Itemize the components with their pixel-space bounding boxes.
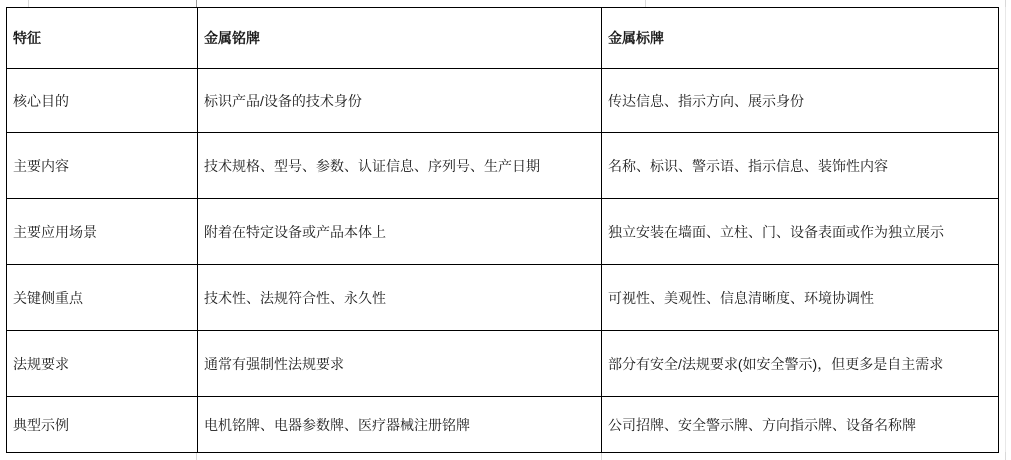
table-cell[interactable]: 电机铭牌、电器参数牌、医疗器械注册铭牌 — [198, 397, 602, 453]
table-cell[interactable]: 附着在特定设备或产品本体上 — [198, 199, 602, 265]
table-row — [7, 199, 999, 265]
sheet-gridline-tick — [601, 452, 602, 460]
sheet-gridline-tick — [1005, 452, 1006, 460]
comparison-table — [6, 7, 999, 453]
table-cell[interactable]: 传达信息、指示方向、展示身份 — [602, 69, 999, 133]
sheet-gridline-tick — [1005, 0, 1006, 7]
table-cell[interactable]: 技术性、法规符合性、永久性 — [198, 265, 602, 331]
sheet-gridline-tick — [196, 452, 197, 460]
row-label-cell[interactable]: 主要应用场景 — [7, 199, 198, 265]
table-row — [7, 69, 999, 133]
table-cell[interactable]: 技术规格、型号、参数、认证信息、序列号、生产日期 — [198, 133, 602, 199]
header-cell-biaopai[interactable]: 金属标牌 — [602, 8, 999, 69]
sheet-gridline-right — [1005, 0, 1006, 460]
row-label-cell[interactable]: 典型示例 — [7, 397, 198, 453]
table-cell[interactable]: 可视性、美观性、信息清晰度、环境协调性 — [602, 265, 999, 331]
sheet-gridline-tick — [196, 0, 197, 7]
table-cell[interactable]: 标识产品/设备的技术身份 — [198, 69, 602, 133]
row-label-cell[interactable]: 主要内容 — [7, 133, 198, 199]
table-cell[interactable]: 名称、标识、警示语、指示信息、装饰性内容 — [602, 133, 999, 199]
sheet-gridline-tick — [645, 0, 646, 7]
table-row — [7, 265, 999, 331]
header-cell-feature[interactable]: 特征 — [7, 8, 198, 69]
row-label-cell[interactable]: 关键侧重点 — [7, 265, 198, 331]
row-label-cell[interactable]: 核心目的 — [7, 69, 198, 133]
table-header-row — [7, 8, 999, 69]
table-cell[interactable]: 公司招牌、安全警示牌、方向指示牌、设备名称牌 — [602, 397, 999, 453]
row-label-cell[interactable]: 法规要求 — [7, 331, 198, 397]
table-row — [7, 133, 999, 199]
table-cell[interactable]: 部分有安全/法规要求(如安全警示)，但更多是自主需求 — [602, 331, 999, 397]
table-cell[interactable]: 独立安装在墙面、立柱、门、设备表面或作为独立展示 — [602, 199, 999, 265]
header-cell-mingpai[interactable]: 金属铭牌 — [198, 8, 602, 69]
table-row — [7, 397, 999, 453]
table-row — [7, 331, 999, 397]
sheet-gridline-tick — [28, 0, 29, 7]
table-cell[interactable]: 通常有强制性法规要求 — [198, 331, 602, 397]
